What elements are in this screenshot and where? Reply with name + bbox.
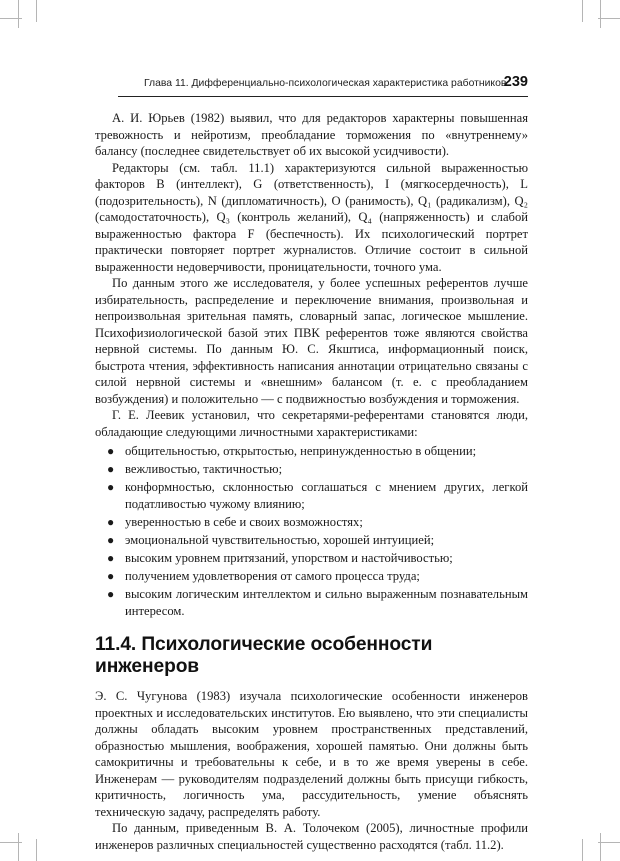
crop-mark — [582, 0, 583, 22]
list-item — [95, 461, 528, 478]
bullet-icon: ● — [107, 444, 115, 458]
list-item — [95, 479, 528, 512]
crop-mark — [600, 0, 601, 28]
running-header — [118, 74, 528, 97]
crop-mark — [598, 18, 620, 19]
crop-mark — [36, 839, 37, 861]
page-body — [95, 110, 528, 853]
list-item — [95, 586, 528, 619]
list-item-text: уверенностью в себе и своих возможностях; — [125, 514, 363, 529]
crop-mark — [18, 0, 19, 28]
list-item-text: высоким логическим интеллектом и сильно выраженным познавательным интересом. — [125, 587, 528, 618]
list-item-text: конформностью, склонностью соглашаться с мнением других, легкой податливостью чужому влиянию; — [125, 480, 528, 511]
list-item-text: вежливостью, тактичностью; — [125, 462, 283, 477]
crop-mark — [0, 842, 22, 843]
list-item-text: высоким уровнем притязаний, упорством и настойчивостью; — [125, 550, 453, 565]
paragraph: А. И. Юрьев (1982) выявил, что для редакторов характерны повышенная тревожность и нейротизм, преобладание торможения по «внутреннему» балансу (последнее свидетельствует об их высокой усидчивости). — [95, 111, 528, 158]
list-item-text: получением удовлетворения от самого процесса труда; — [125, 569, 420, 584]
crop-mark — [582, 839, 583, 861]
crop-mark — [598, 842, 620, 843]
crop-mark — [18, 833, 19, 861]
list-item — [95, 568, 528, 585]
crop-mark — [36, 0, 37, 22]
paragraph: Э. С. Чугунова (1983) изучала психологические особенности инженеров проектных и исследовательских институтов. Ею выявлено, что эти специалисты должны обладать высоким уровнем пространственных представлений, образностью мышления, воображения, хорошей памятью. Они должны быть самокритичны и требовательны к себе, и в то же время уверены в себе. Инженерам — руководителям подразделений должны быть присущи гибкость, критичность, логичность ума, рассудительность, умение объяснять техническую задачу, распределять работу. — [95, 689, 528, 819]
list-item — [95, 550, 528, 567]
bullet-icon: ● — [107, 587, 115, 602]
paragraph: По данным, приведенным В. А. Толочеком (2005), личностные профили инженеров различных специальностей существенно расходятся (табл. 11.2). — [95, 821, 528, 852]
paragraph: По данным этого же исследователя, у более успешных референтов лучше избирательность, распределение и переключение внимания, произвольная и непроизвольная зрительная память, словарный запас, логическое мышление. Психофизиологической базой этих ПВК референтов тоже являются свойства нервной системы. По данным Ю. С. Якштиса, информационный поиск, быстрота чтения, эффективность написания аннотации отрицательно связаны с силой нервной системы и «внешним» балансом (т. е. с преобладанием возбуждения) и положительно — с подвижностью возбуждения и торможения. — [95, 276, 528, 406]
bullet-icon: ● — [107, 550, 115, 565]
paragraph: Редакторы (см. табл. 11.1) характеризуются сильной выраженностью факторов B (интеллект), G (ответственность), I (мягкосердечность), L (подозрительность), N (дипломатичность), O (ранимость), Q₁ (радикализм), Q₂ (самодостаточность), Q₃ (контроль желаний), Q₄ (напряженность) и слабой выраженностью фактора F (беспечность). Их психологический портрет практически повторяет портрет журналистов. Отличие состоит в сильной выраженности недоверчивости, проницательности, точного ума. — [95, 160, 528, 274]
bullet-icon: ● — [107, 532, 115, 547]
bullet-icon: ● — [107, 514, 115, 529]
crop-mark — [600, 833, 601, 861]
list-item — [95, 532, 528, 549]
bullet-icon: ● — [107, 462, 115, 477]
list-item — [95, 514, 528, 531]
bullet-icon: ● — [107, 480, 115, 495]
list-item — [95, 443, 528, 460]
page-number: 239 — [503, 74, 528, 90]
list-item-text: эмоциональной чувствительностью, хорошей интуицией; — [125, 532, 435, 547]
crop-mark — [0, 18, 22, 19]
traits-list — [95, 443, 528, 619]
section-heading: 11.4. Психологические особенности инженеров — [95, 634, 433, 678]
bullet-icon: ● — [107, 569, 115, 584]
paragraph: Г. Е. Леевик установил, что секретарями-референтами становятся люди, обладающие следующими личностными характеристиками: — [95, 408, 528, 439]
chapter-title: Глава 11. Дифференциально-психологическая характеристика работников — [144, 78, 507, 89]
list-item-text: общительностью, открытостью, непринужденностью в общении; — [125, 444, 477, 458]
